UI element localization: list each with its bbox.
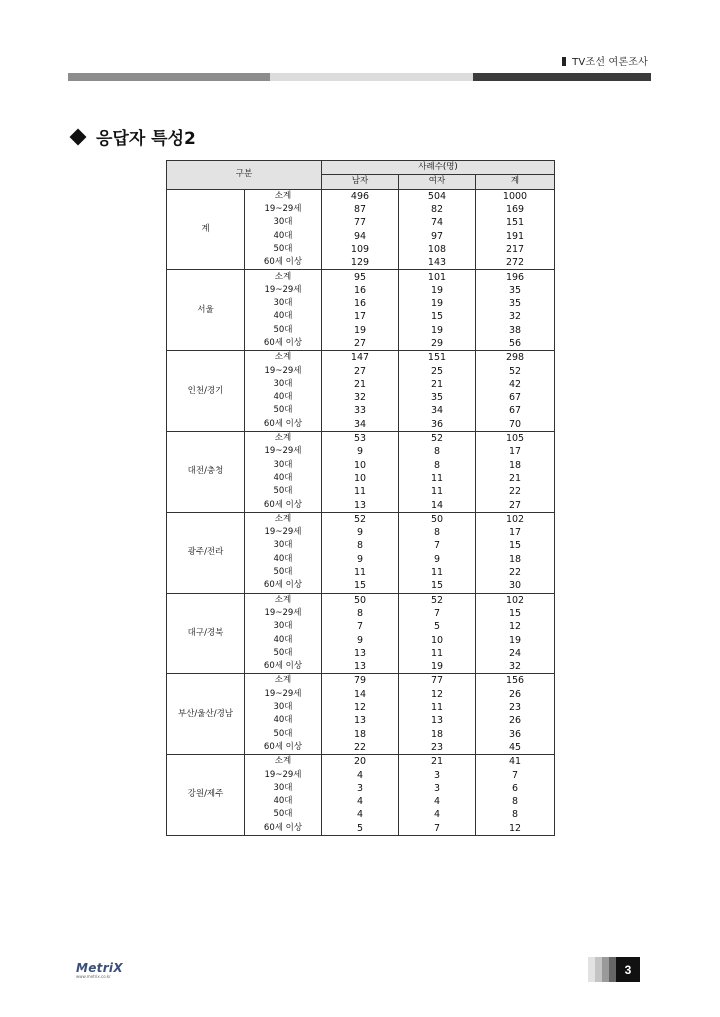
age-cell: 30대 (245, 459, 322, 472)
female-cell: 19 (399, 297, 476, 310)
male-cell: 50 (322, 593, 399, 607)
male-cell: 147 (322, 351, 399, 365)
male-cell: 33 (322, 404, 399, 417)
female-cell: 11 (399, 566, 476, 579)
male-cell: 12 (322, 701, 399, 714)
header-bar-segment-right (473, 73, 651, 81)
male-cell: 16 (322, 284, 399, 297)
female-cell: 8 (399, 526, 476, 539)
total-cell: 36 (476, 727, 555, 740)
total-cell: 23 (476, 701, 555, 714)
female-cell: 504 (399, 189, 476, 203)
age-cell: 50대 (245, 808, 322, 821)
header-marker (562, 57, 566, 66)
male-cell: 496 (322, 189, 399, 203)
age-cell: 소계 (245, 189, 322, 203)
total-cell: 12 (476, 620, 555, 633)
logo-url: www.metrix.co.kr (76, 974, 111, 979)
age-cell: 60세 이상 (245, 337, 322, 351)
table-row (167, 755, 555, 769)
male-cell: 20 (322, 755, 399, 769)
female-cell: 101 (399, 270, 476, 284)
header-male: 남자 (322, 175, 399, 189)
age-cell: 30대 (245, 701, 322, 714)
total-cell: 32 (476, 660, 555, 674)
age-cell: 60세 이상 (245, 660, 322, 674)
female-cell: 21 (399, 755, 476, 769)
male-cell: 9 (322, 633, 399, 646)
total-cell: 169 (476, 203, 555, 216)
logo-text: MetriX (76, 961, 123, 975)
header-label-text: TV조선 여론조사 (572, 57, 648, 68)
page-number: 3 (616, 957, 640, 982)
male-cell: 13 (322, 714, 399, 727)
total-cell: 52 (476, 364, 555, 377)
male-cell: 8 (322, 607, 399, 620)
age-cell: 60세 이상 (245, 822, 322, 836)
age-cell: 40대 (245, 391, 322, 404)
total-cell: 105 (476, 431, 555, 445)
age-cell: 19~29세 (245, 364, 322, 377)
age-cell: 50대 (245, 647, 322, 660)
female-cell: 8 (399, 459, 476, 472)
total-cell: 35 (476, 284, 555, 297)
male-cell: 109 (322, 243, 399, 256)
region-cell: 대전/충청 (167, 431, 245, 512)
total-cell: 272 (476, 256, 555, 270)
age-cell: 19~29세 (245, 607, 322, 620)
total-cell: 21 (476, 472, 555, 485)
age-cell: 40대 (245, 472, 322, 485)
total-cell: 298 (476, 351, 555, 365)
table-row (167, 351, 555, 365)
header-cases: 사례수(명) (322, 161, 555, 175)
female-cell: 10 (399, 633, 476, 646)
total-cell: 70 (476, 418, 555, 432)
male-cell: 32 (322, 391, 399, 404)
female-cell: 11 (399, 701, 476, 714)
male-cell: 9 (322, 553, 399, 566)
male-cell: 53 (322, 431, 399, 445)
female-cell: 29 (399, 337, 476, 351)
page-gradient-3 (602, 957, 609, 982)
female-cell: 23 (399, 741, 476, 755)
age-cell: 50대 (245, 566, 322, 579)
page-gradient-2 (595, 957, 602, 982)
age-cell: 19~29세 (245, 768, 322, 781)
female-cell: 3 (399, 768, 476, 781)
female-cell: 50 (399, 512, 476, 526)
female-cell: 7 (399, 539, 476, 552)
table-row (167, 189, 555, 203)
age-cell: 40대 (245, 795, 322, 808)
age-cell: 30대 (245, 378, 322, 391)
male-cell: 77 (322, 216, 399, 229)
total-cell: 8 (476, 808, 555, 821)
age-cell: 40대 (245, 633, 322, 646)
page-number-box (588, 957, 640, 982)
male-cell: 129 (322, 256, 399, 270)
female-cell: 74 (399, 216, 476, 229)
male-cell: 19 (322, 324, 399, 337)
region-cell: 서울 (167, 270, 245, 351)
total-cell: 67 (476, 404, 555, 417)
female-cell: 19 (399, 284, 476, 297)
age-cell: 30대 (245, 620, 322, 633)
female-cell: 15 (399, 310, 476, 323)
total-cell: 35 (476, 297, 555, 310)
male-cell: 34 (322, 418, 399, 432)
total-cell: 6 (476, 782, 555, 795)
male-cell: 9 (322, 526, 399, 539)
table-row (167, 593, 555, 607)
female-cell: 11 (399, 647, 476, 660)
male-cell: 13 (322, 647, 399, 660)
total-cell: 30 (476, 579, 555, 593)
total-cell: 196 (476, 270, 555, 284)
male-cell: 87 (322, 203, 399, 216)
male-cell: 22 (322, 741, 399, 755)
total-cell: 56 (476, 337, 555, 351)
total-cell: 22 (476, 485, 555, 498)
age-cell: 60세 이상 (245, 256, 322, 270)
total-cell: 42 (476, 378, 555, 391)
age-cell: 50대 (245, 404, 322, 417)
female-cell: 4 (399, 795, 476, 808)
page-gradient-4 (609, 957, 616, 982)
total-cell: 17 (476, 445, 555, 458)
total-cell: 1000 (476, 189, 555, 203)
age-cell: 40대 (245, 310, 322, 323)
male-cell: 18 (322, 727, 399, 740)
female-cell: 9 (399, 553, 476, 566)
age-cell: 60세 이상 (245, 418, 322, 432)
male-cell: 52 (322, 512, 399, 526)
age-cell: 30대 (245, 297, 322, 310)
total-cell: 102 (476, 593, 555, 607)
total-cell: 22 (476, 566, 555, 579)
female-cell: 143 (399, 256, 476, 270)
female-cell: 21 (399, 378, 476, 391)
header-bar-segment-left (68, 73, 270, 81)
female-cell: 7 (399, 607, 476, 620)
male-cell: 7 (322, 620, 399, 633)
total-cell: 19 (476, 633, 555, 646)
male-cell: 79 (322, 674, 399, 688)
total-cell: 17 (476, 526, 555, 539)
female-cell: 77 (399, 674, 476, 688)
diamond-bullet-icon (70, 128, 87, 145)
age-cell: 19~29세 (245, 203, 322, 216)
header-group: 구분 (167, 161, 322, 190)
age-cell: 소계 (245, 512, 322, 526)
female-cell: 36 (399, 418, 476, 432)
total-cell: 15 (476, 539, 555, 552)
total-cell: 8 (476, 795, 555, 808)
region-cell: 대구/경북 (167, 593, 245, 674)
table-row (167, 431, 555, 445)
total-cell: 38 (476, 324, 555, 337)
female-cell: 97 (399, 229, 476, 242)
male-cell: 14 (322, 688, 399, 701)
female-cell: 25 (399, 364, 476, 377)
male-cell: 10 (322, 459, 399, 472)
female-cell: 7 (399, 822, 476, 836)
header-bar-segment-middle (270, 73, 473, 81)
male-cell: 17 (322, 310, 399, 323)
age-cell: 소계 (245, 270, 322, 284)
age-cell: 60세 이상 (245, 579, 322, 593)
age-cell: 30대 (245, 782, 322, 795)
male-cell: 11 (322, 485, 399, 498)
male-cell: 9 (322, 445, 399, 458)
page-gradient-1 (588, 957, 595, 982)
female-cell: 8 (399, 445, 476, 458)
total-cell: 18 (476, 459, 555, 472)
total-cell: 156 (476, 674, 555, 688)
total-cell: 102 (476, 512, 555, 526)
male-cell: 94 (322, 229, 399, 242)
table-row (167, 512, 555, 526)
total-cell: 45 (476, 741, 555, 755)
male-cell: 21 (322, 378, 399, 391)
total-cell: 217 (476, 243, 555, 256)
female-cell: 13 (399, 714, 476, 727)
female-cell: 34 (399, 404, 476, 417)
male-cell: 8 (322, 539, 399, 552)
age-cell: 19~29세 (245, 688, 322, 701)
age-cell: 19~29세 (245, 445, 322, 458)
male-cell: 4 (322, 808, 399, 821)
age-cell: 60세 이상 (245, 741, 322, 755)
metrix-logo (76, 961, 123, 979)
total-cell: 191 (476, 229, 555, 242)
male-cell: 3 (322, 782, 399, 795)
total-cell: 27 (476, 498, 555, 512)
female-cell: 5 (399, 620, 476, 633)
age-cell: 소계 (245, 351, 322, 365)
age-cell: 40대 (245, 714, 322, 727)
female-cell: 11 (399, 472, 476, 485)
table-row (167, 270, 555, 284)
male-cell: 4 (322, 768, 399, 781)
age-cell: 40대 (245, 229, 322, 242)
female-cell: 19 (399, 324, 476, 337)
male-cell: 27 (322, 364, 399, 377)
male-cell: 10 (322, 472, 399, 485)
age-cell: 19~29세 (245, 284, 322, 297)
total-cell: 26 (476, 714, 555, 727)
header-bar (68, 73, 651, 81)
male-cell: 95 (322, 270, 399, 284)
female-cell: 14 (399, 498, 476, 512)
total-cell: 32 (476, 310, 555, 323)
total-cell: 41 (476, 755, 555, 769)
age-cell: 30대 (245, 539, 322, 552)
age-cell: 소계 (245, 431, 322, 445)
total-cell: 24 (476, 647, 555, 660)
male-cell: 11 (322, 566, 399, 579)
female-cell: 18 (399, 727, 476, 740)
male-cell: 15 (322, 579, 399, 593)
respondent-table (166, 160, 555, 836)
age-cell: 40대 (245, 553, 322, 566)
header-label (562, 53, 648, 68)
age-cell: 50대 (245, 243, 322, 256)
female-cell: 52 (399, 593, 476, 607)
region-cell: 인천/경기 (167, 351, 245, 432)
female-cell: 11 (399, 485, 476, 498)
header-female: 여자 (399, 175, 476, 189)
age-cell: 50대 (245, 324, 322, 337)
female-cell: 151 (399, 351, 476, 365)
total-cell: 7 (476, 768, 555, 781)
male-cell: 4 (322, 795, 399, 808)
age-cell: 소계 (245, 593, 322, 607)
female-cell: 15 (399, 579, 476, 593)
female-cell: 52 (399, 431, 476, 445)
total-cell: 18 (476, 553, 555, 566)
table-body (167, 189, 555, 835)
female-cell: 82 (399, 203, 476, 216)
section-title-text: 응답자 특성2 (96, 129, 196, 149)
female-cell: 12 (399, 688, 476, 701)
age-cell: 19~29세 (245, 526, 322, 539)
total-cell: 15 (476, 607, 555, 620)
female-cell: 35 (399, 391, 476, 404)
age-cell: 소계 (245, 755, 322, 769)
table-header-row (167, 161, 555, 175)
male-cell: 13 (322, 660, 399, 674)
total-cell: 67 (476, 391, 555, 404)
section-title (68, 124, 196, 149)
male-cell: 5 (322, 822, 399, 836)
female-cell: 4 (399, 808, 476, 821)
age-cell: 소계 (245, 674, 322, 688)
age-cell: 50대 (245, 485, 322, 498)
region-cell: 계 (167, 189, 245, 270)
region-cell: 강원/제주 (167, 755, 245, 836)
total-cell: 151 (476, 216, 555, 229)
age-cell: 60세 이상 (245, 498, 322, 512)
male-cell: 13 (322, 498, 399, 512)
male-cell: 16 (322, 297, 399, 310)
female-cell: 3 (399, 782, 476, 795)
male-cell: 27 (322, 337, 399, 351)
total-cell: 12 (476, 822, 555, 836)
table-row (167, 674, 555, 688)
total-cell: 26 (476, 688, 555, 701)
region-cell: 광주/전라 (167, 512, 245, 593)
female-cell: 19 (399, 660, 476, 674)
header-total: 계 (476, 175, 555, 189)
age-cell: 50대 (245, 727, 322, 740)
age-cell: 30대 (245, 216, 322, 229)
region-cell: 부산/울산/경남 (167, 674, 245, 755)
female-cell: 108 (399, 243, 476, 256)
